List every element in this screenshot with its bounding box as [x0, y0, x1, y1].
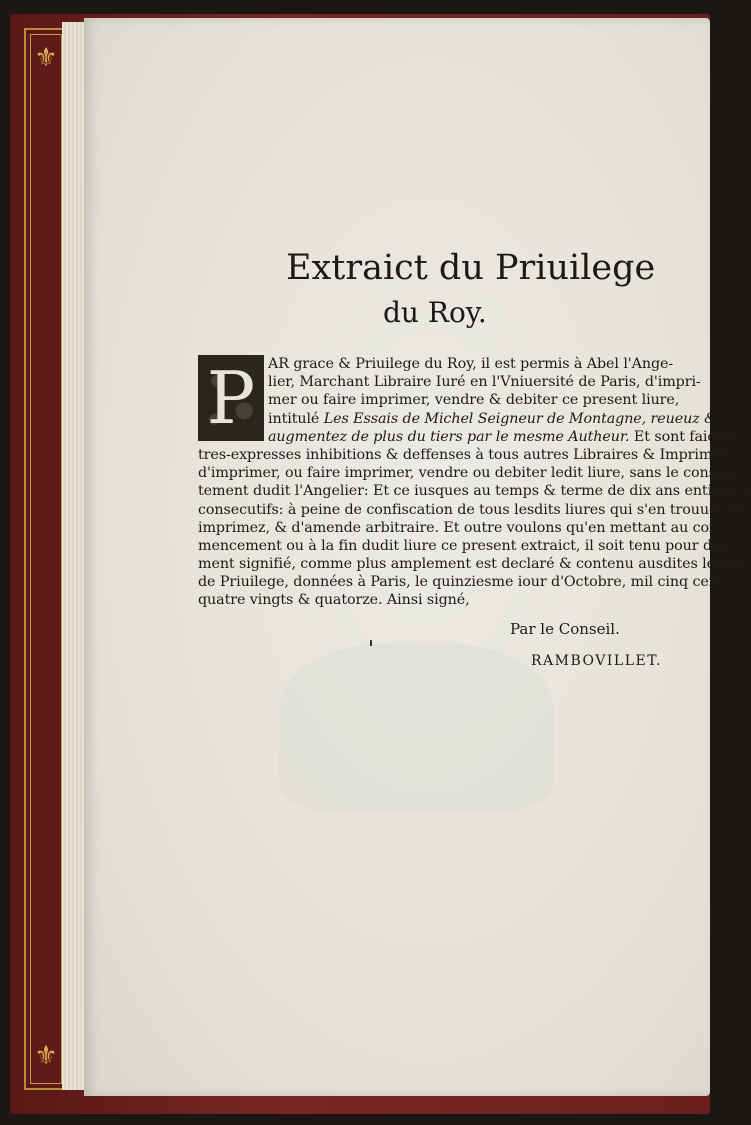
privilege-text	[198, 355, 751, 610]
fleur-de-lis-icon: ⚜	[34, 43, 58, 73]
decorated-initial: P	[198, 355, 264, 441]
text-line: mencement ou à la fin dudit liure ce present extraict, il soit tenu pour deue-	[198, 537, 743, 554]
text-line: quatre vingts & quatorze. Ainsi signé,	[198, 592, 470, 609]
text-line: intitulé Les Essais de Michel Seigneur de Montagne, reueuz &	[268, 410, 717, 427]
text-line: tement dudit l'Angelier: Et ce iusques au temps & terme de dix ans entiers &	[198, 483, 751, 500]
text-line: lier, Marchant Libraire Iuré en l'Vniuersité de Paris, d'impri-	[268, 374, 701, 391]
text-line: augmentez de plus du tiers par le mesme Autheur. Et sont faictes	[268, 428, 737, 445]
signature-name: RAMBOVILLET.	[531, 653, 662, 669]
signature-council: Par le Conseil.	[510, 620, 620, 638]
text-line: imprimez, & d'amende arbitraire. Et outre voulons qu'en mettant au com-	[198, 519, 728, 536]
text-line: AR grace & Priuilege du Roy, il est permis à Abel l'Ange-	[268, 356, 674, 372]
page-title: Extraict du Priuilege	[286, 248, 656, 288]
text-line: mer ou faire imprimer, vendre & debiter ce present liure,	[268, 392, 680, 409]
gilt-border-inner	[30, 34, 62, 1084]
page-subtitle: du Roy.	[383, 296, 487, 329]
text-line: de Priuilege, données à Paris, le quinziesme iour d'Octobre, mil cinq cens	[198, 574, 726, 591]
text-line: consecutifs: à peine de confiscation de tous lesdits liures qui s'en trouueront	[198, 501, 748, 518]
fleur-de-lis-icon: ⚜	[34, 1041, 58, 1071]
text-line: d'imprimer, ou faire imprimer, vendre ou debiter ledit liure, sans le consen-	[198, 465, 739, 482]
text-line: tres-expresses inhibitions & deffenses à tous autres Libraires & Imprimeurs,	[198, 446, 749, 463]
ink-mark	[370, 640, 372, 646]
text-line: ment signifié, comme plus amplement est declaré & contenu ausdites lettres	[198, 556, 749, 573]
show-through-emblem	[279, 643, 554, 813]
